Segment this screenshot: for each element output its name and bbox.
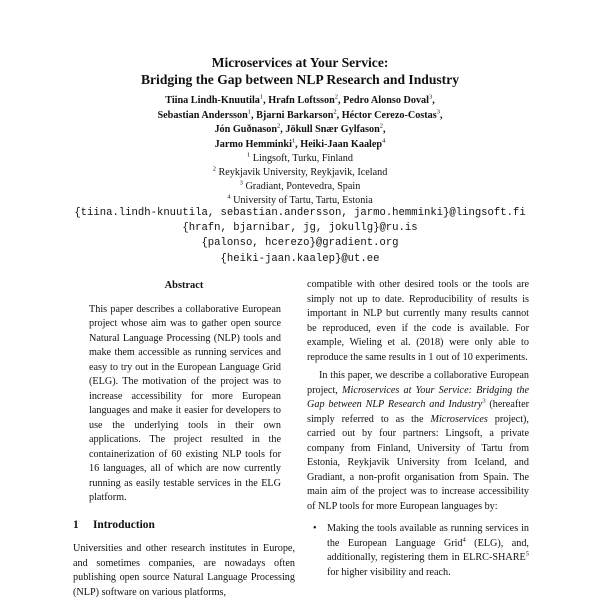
email-line: {palonso, hcerezo}@gradient.org: [201, 237, 399, 250]
affiliation-mark: 3: [239, 179, 243, 187]
paper-title-line-1: Microservices at Your Service:: [211, 55, 389, 70]
section-number: 1: [73, 518, 79, 531]
author-name: Tiina Lindh-Knuutila: [165, 95, 260, 106]
author-name: Pedro Alonso Doval: [343, 95, 429, 106]
author-affil-mark: 1: [259, 93, 264, 101]
affiliation-2: [0, 166, 600, 181]
author-line-1: Tiina Lindh-Knuutila$^1$, Hrafn Loftsson$^2$, Pedro Alonso Doval$^3$,: [165, 93, 435, 106]
bullet-text: for higher visibility and reach.: [327, 566, 451, 578]
affiliation-text: Reykjavik University, Reykjavik, Iceland: [218, 167, 388, 178]
project-name-italic: Microservices: [430, 413, 488, 425]
bullet-item: [307, 522, 529, 580]
left-column: [73, 279, 295, 600]
author-name: Hrafn Loftsson: [268, 95, 335, 106]
affiliation-text: Lingsoft, Turku, Finland: [252, 153, 353, 164]
introduction-paragraph: Universities and other research institutes in Europe, and sometimes companies, are nowadays often publishing open source Natural Language Processing (NLP) software on various platforms,: [73, 543, 295, 598]
author-affil-mark: 4: [382, 137, 386, 145]
author-affil-mark: 2: [379, 122, 383, 130]
affiliation-mark: 1: [247, 151, 251, 159]
bullet-text: (ELG), and, additionally, registering them in ELRC-SHARE: [327, 537, 529, 563]
section-title-text: Introduction: [93, 518, 155, 531]
abstract-text: This paper describes a collaborative European project whose aim was to gather open source Natural Language Processing (NLP) tools and make them accessible as running services and easy to try out in the European Language Grid (ELG). The motivation of the project was to increase accessibility for more European languages and make it easier for developers to use the underlying tools in their own applications. The project resulted in the containerization of 60 existing NLP tools for 16 languages, all of which are now currently running as easily testable services in the ELG platform.: [89, 303, 281, 503]
right-column: [307, 278, 529, 580]
author-affil-mark: 3: [436, 108, 440, 116]
author-affil-mark: 1: [291, 137, 296, 145]
paragraph-text: project), carried out by four partners: Lingsoft, a private company from Finland, University of Tartu from Estonia, Reykjavik University from Iceland, and Gradiant, a non-profit organisation from Spain. The main aim of the project was to increase accessibility of NLP tools for more European languages by:: [307, 413, 529, 512]
footnote-mark: 5: [525, 550, 529, 558]
affiliation-3: [0, 180, 600, 195]
bullet-text: Making the tools available as running services in the European Language Grid: [327, 523, 529, 549]
author-name: Jón Guðnason: [214, 124, 278, 136]
affiliation-mark: 2: [212, 165, 216, 173]
author-name: Heiki-Jaan Kaalep: [300, 138, 383, 150]
affiliation-text: University of Tartu, Tartu, Estonia: [233, 195, 373, 206]
author-affil-mark: 3: [428, 93, 433, 101]
author-line-3: Jón Guðnason$^2$, Jökull Snær Gylfason$^2$,: [214, 122, 386, 136]
author-affil-mark: 1: [247, 108, 252, 116]
paragraph-text: (hereafter simply referred to as the: [307, 399, 529, 425]
author-name: Sebastian Andersson: [157, 109, 248, 121]
footnote-mark: 3: [482, 397, 486, 405]
email-line: {tiina.lindh-knuutila, sebastian.andersson, jarmo.hemminki}@lingsoft.fi: [74, 207, 526, 219]
author-affil-mark: 2: [333, 108, 337, 116]
abstract-heading: Abstract: [164, 280, 204, 291]
affiliation-1: [0, 152, 600, 167]
bullet-icon: •: [313, 523, 317, 534]
affiliation-mark: 4: [227, 193, 231, 201]
email-line: {heiki-jaan.kaalep}@ut.ee: [220, 252, 380, 265]
email-line: {hrafn, bjarnibar, jg, jokullg}@ru.is: [182, 222, 418, 235]
author-name: Jarmo Hemminki: [214, 138, 292, 150]
right-paragraph-1: compatible with other desired tools or the tools are simply not up to date. Reproducibility of results is important in NLP but currently many results cannot be reproduced, even if the code is available. For example, Wieling et al. (2018) were only able to reproduce the same results in 1 out of 10 experiments.: [307, 279, 529, 363]
section-heading-introduction: [73, 518, 295, 533]
author-affil-mark: 2: [277, 122, 281, 130]
bullet-list: [307, 522, 529, 580]
author-list: [0, 94, 600, 152]
email-block: [0, 206, 600, 267]
project-title-italic: Microservices at Your Service: Bridging the Gap between NLP Research and Industry: [307, 384, 529, 410]
right-paragraph-2: [307, 369, 529, 514]
author-affil-mark: 2: [334, 93, 339, 101]
author-line-2: Sebastian Andersson$^1$, Bjarni Barkarson$^2$, Héctor Cerezo-Costas$^3$,: [157, 108, 443, 121]
author-name: Héctor Cerezo-Costas: [341, 109, 437, 121]
author-name: Jökull Snær Gylfason: [285, 124, 380, 136]
footnote-mark: 4: [462, 536, 466, 544]
affiliation-text: Gradiant, Pontevedra, Spain: [245, 181, 361, 192]
author-name: Bjarni Barkarson: [256, 109, 334, 121]
author-line-4: Jarmo Hemminki$^1$, Heiki-Jaan Kaalep$^4$: [214, 137, 386, 150]
paper-title-line-2: Bridging the Gap between NLP Research and Industry: [140, 72, 460, 87]
paragraph-text: In this paper, we describe a collaborative European project,: [307, 370, 529, 396]
